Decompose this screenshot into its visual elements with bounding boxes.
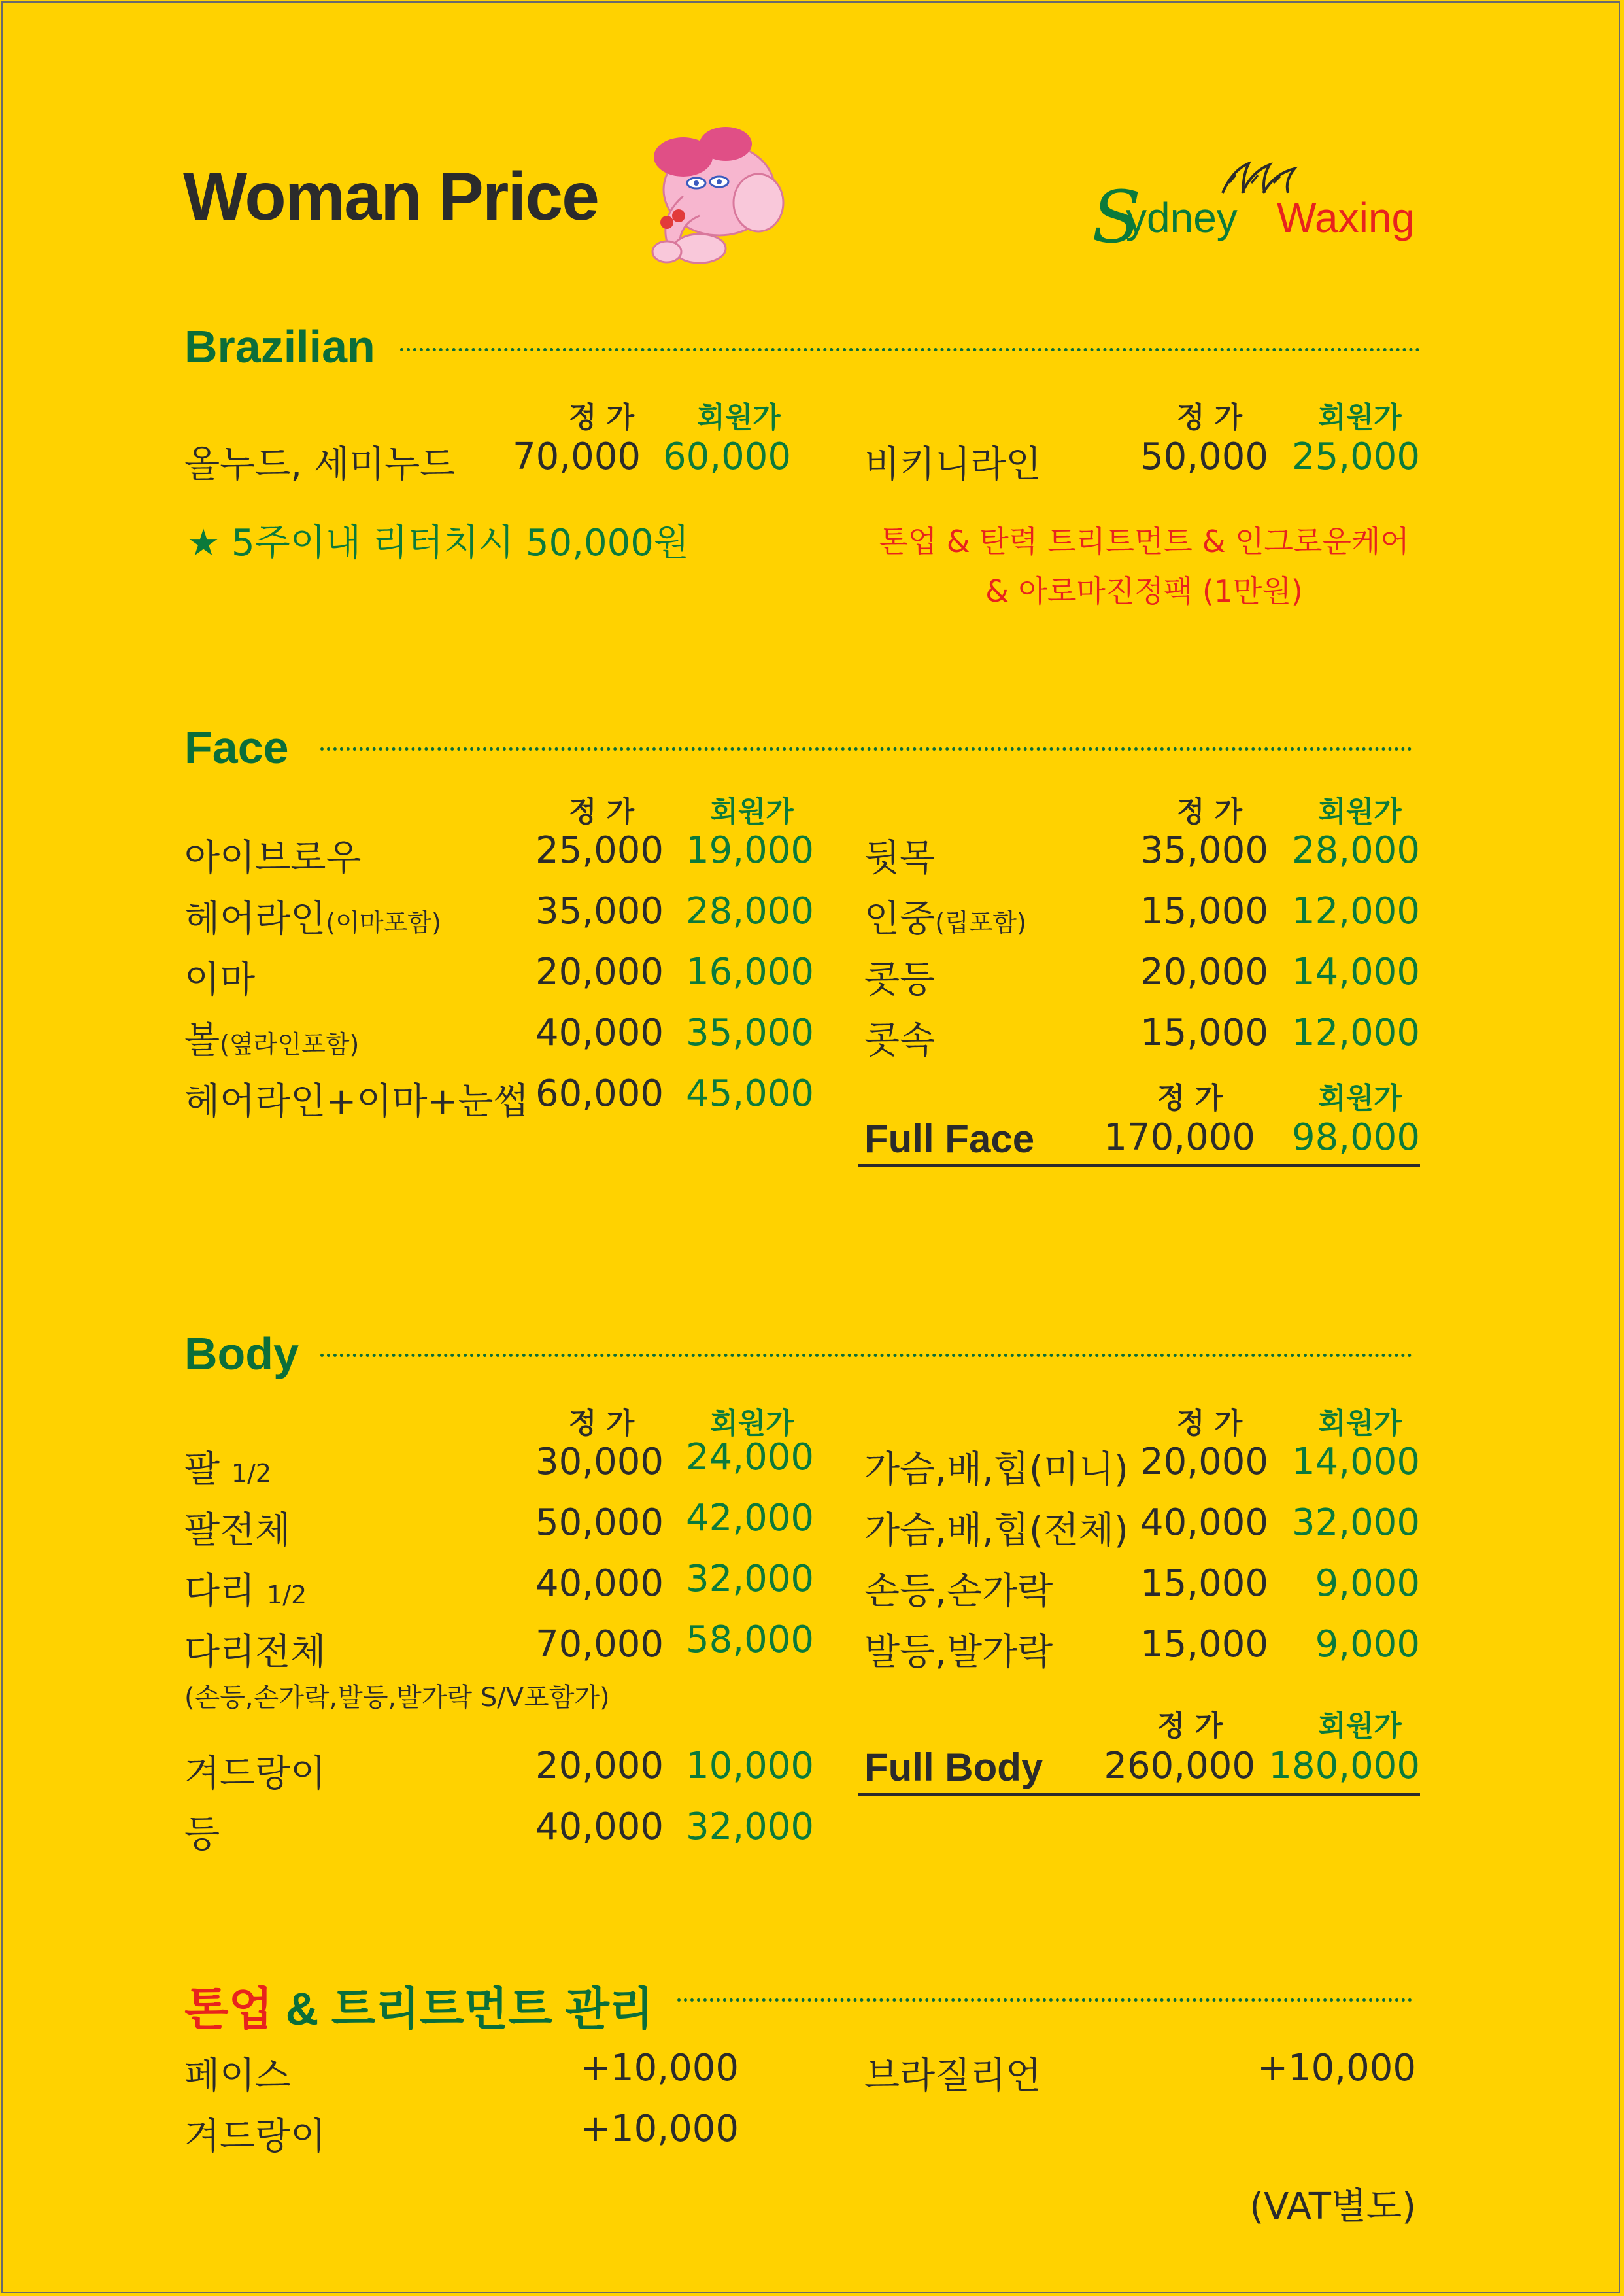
price-member: 45,000: [686, 1072, 814, 1115]
fraction-label: 1/2: [231, 1459, 272, 1488]
price-item-name: 팔전체: [184, 1509, 291, 1552]
price-item-name: 손등,손가락: [864, 1570, 1053, 1613]
price-item-name: 헤어라인+이마+눈썹: [184, 1080, 529, 1123]
item-main-text: 팔: [184, 1448, 220, 1491]
price-regular: 20,000: [535, 1745, 664, 1787]
price-regular: 15,000: [1140, 1623, 1268, 1666]
price-member: 98,000: [1292, 1116, 1420, 1159]
price-regular: 35,000: [535, 890, 664, 933]
price-regular: 35,000: [1140, 829, 1268, 872]
price-member: 25,000: [1292, 436, 1420, 478]
price-member: 42,000: [686, 1497, 814, 1539]
section-title-face: Face: [184, 722, 289, 773]
col-header-regular: 정 가: [1157, 1082, 1223, 1115]
addon-price: +10,000: [1257, 2047, 1416, 2089]
item-sub-text: (립포함): [935, 908, 1026, 937]
page-title: Woman Price: [183, 159, 598, 235]
treatment-note-line1: 톤업 & 탄력 트리트먼트 & 인그로운케어: [879, 524, 1410, 559]
price-member: 58,000: [686, 1619, 814, 1661]
price-item-name: 등: [184, 1813, 220, 1856]
price-item-name: [184, 890, 441, 942]
price-item-name: 올누드, 세미누드: [184, 443, 456, 486]
price-item-name: [184, 1012, 359, 1064]
price-item-name: 브라질리언: [864, 2055, 1041, 2097]
price-regular: 50,000: [535, 1501, 664, 1544]
col-header-member: 회원가: [710, 1407, 794, 1440]
price-member: 35,000: [686, 1012, 814, 1054]
section-title-green-part: & 트리트먼트 관리: [273, 1983, 654, 2034]
price-member: 28,000: [1292, 829, 1420, 872]
full-body-label: Full Body: [864, 1745, 1043, 1789]
price-item-name: 뒷목: [864, 837, 936, 880]
price-regular: 50,000: [1140, 436, 1268, 478]
price-regular: 15,000: [1140, 1012, 1268, 1054]
price-member: 28,000: [686, 890, 814, 933]
item-sub-text: (이마포함): [326, 908, 441, 937]
price-regular: 60,000: [535, 1072, 664, 1115]
price-item-name: 겨드랑이: [184, 2116, 326, 2158]
price-regular: 70,000: [513, 436, 641, 478]
item-main-text: 헤어라인: [184, 898, 326, 940]
section-title-body: Body: [184, 1328, 299, 1379]
price-member: 32,000: [686, 1558, 814, 1600]
price-regular: 260,000: [1104, 1745, 1255, 1787]
section-divider: [677, 1998, 1412, 2002]
price-item-name: [184, 1562, 307, 1615]
sydney-waxing-logo: [1092, 157, 1419, 259]
price-member: 9,000: [1315, 1562, 1420, 1605]
vat-note: (VAT별도): [1249, 2185, 1416, 2228]
section-divider: [320, 1354, 1412, 1357]
item-main-text: 다리: [184, 1570, 256, 1613]
price-member: 19,000: [686, 829, 814, 872]
opera-house-icon: [1216, 157, 1308, 196]
underline-divider: [858, 1793, 1420, 1796]
addon-price: +10,000: [580, 2047, 739, 2089]
price-item-name: 가슴,배,힙(전체): [864, 1509, 1128, 1552]
col-header-regular: 정 가: [1176, 1407, 1243, 1440]
full-face-label: Full Face: [864, 1117, 1035, 1161]
price-item-name: 콧등: [864, 959, 936, 1001]
item-main-text: 인중: [864, 898, 936, 940]
col-header-regular: 정 가: [568, 401, 635, 434]
price-regular: 40,000: [535, 1562, 664, 1605]
price-item-name: 아이브로우: [184, 837, 362, 880]
col-header-regular: 정 가: [568, 1407, 635, 1440]
elephant-mascot-icon: [621, 118, 791, 275]
retouch-note: ★ 5주이내 리터치시 50,000원: [187, 522, 689, 564]
section-divider: [320, 747, 1412, 751]
col-header-member: 회원가: [710, 795, 794, 829]
price-item-name: 발등,발가락: [864, 1631, 1053, 1673]
included-note: (손등,손가락,발등,발가락 S/V포함가): [184, 1683, 610, 1713]
price-item-name: 콧속: [864, 1019, 936, 1062]
price-item-name: 페이스: [184, 2055, 291, 2097]
item-sub-text: (옆라인포함): [220, 1030, 360, 1059]
col-header-member: 회원가: [1318, 1082, 1402, 1115]
section-title-brazilian: Brazilian: [184, 321, 375, 372]
price-regular: 20,000: [535, 951, 664, 993]
price-member: 32,000: [686, 1806, 814, 1848]
price-item-name: 가슴,배,힙(미니): [864, 1448, 1128, 1491]
price-item-name: 이마: [184, 959, 256, 1001]
price-member: 10,000: [686, 1745, 814, 1787]
underline-divider: [858, 1164, 1420, 1167]
treatment-note-line2: & 아로마진정팩 (1만원): [985, 574, 1303, 609]
col-header-member: 회원가: [697, 401, 781, 434]
col-header-regular: 정 가: [1176, 795, 1243, 829]
price-regular: 20,000: [1140, 1441, 1268, 1483]
price-regular: 170,000: [1104, 1116, 1255, 1159]
col-header-member: 회원가: [1318, 1709, 1402, 1743]
price-regular: 15,000: [1140, 1562, 1268, 1605]
col-header-regular: 정 가: [568, 795, 635, 829]
price-regular: 25,000: [535, 829, 664, 872]
price-regular: 30,000: [535, 1441, 664, 1483]
logo-text-waxing: Waxing: [1277, 194, 1415, 241]
price-regular: 20,000: [1140, 951, 1268, 993]
price-item-name: 겨드랑이: [184, 1753, 326, 1795]
col-header-regular: 정 가: [1157, 1709, 1223, 1743]
col-header-member: 회원가: [1318, 401, 1402, 434]
price-item-name: [184, 1441, 271, 1493]
col-header-regular: 정 가: [1176, 401, 1243, 434]
price-regular: 40,000: [1140, 1501, 1268, 1544]
price-member: 180,000: [1268, 1745, 1420, 1787]
price-member: 14,000: [1292, 951, 1420, 993]
price-item-name: 비키니라인: [864, 443, 1041, 486]
item-main-text: 볼: [184, 1019, 220, 1062]
logo-letter-s: S: [1092, 175, 1142, 259]
addon-price: +10,000: [580, 2108, 739, 2150]
section-title-toneup: [184, 1972, 654, 2038]
price-regular: 15,000: [1140, 890, 1268, 933]
price-member: 16,000: [686, 951, 814, 993]
col-header-member: 회원가: [1318, 1407, 1402, 1440]
price-member: 12,000: [1292, 890, 1420, 933]
col-header-member: 회원가: [1318, 795, 1402, 829]
section-title-red-part: 톤업: [184, 1983, 273, 2034]
section-divider: [400, 348, 1420, 351]
price-item-name: 다리전체: [184, 1631, 326, 1673]
price-regular: 40,000: [535, 1012, 664, 1054]
price-member: 14,000: [1292, 1441, 1420, 1483]
price-member: 60,000: [663, 436, 791, 478]
price-item-name: [864, 890, 1026, 942]
price-regular: 70,000: [535, 1623, 664, 1666]
logo-text-sydney: ydney: [1126, 194, 1238, 241]
price-member: 24,000: [686, 1436, 814, 1479]
price-member: 9,000: [1315, 1623, 1420, 1666]
price-regular: 40,000: [535, 1806, 664, 1848]
fraction-label: 1/2: [267, 1581, 307, 1609]
price-member: 12,000: [1292, 1012, 1420, 1054]
price-member: 32,000: [1292, 1501, 1420, 1544]
